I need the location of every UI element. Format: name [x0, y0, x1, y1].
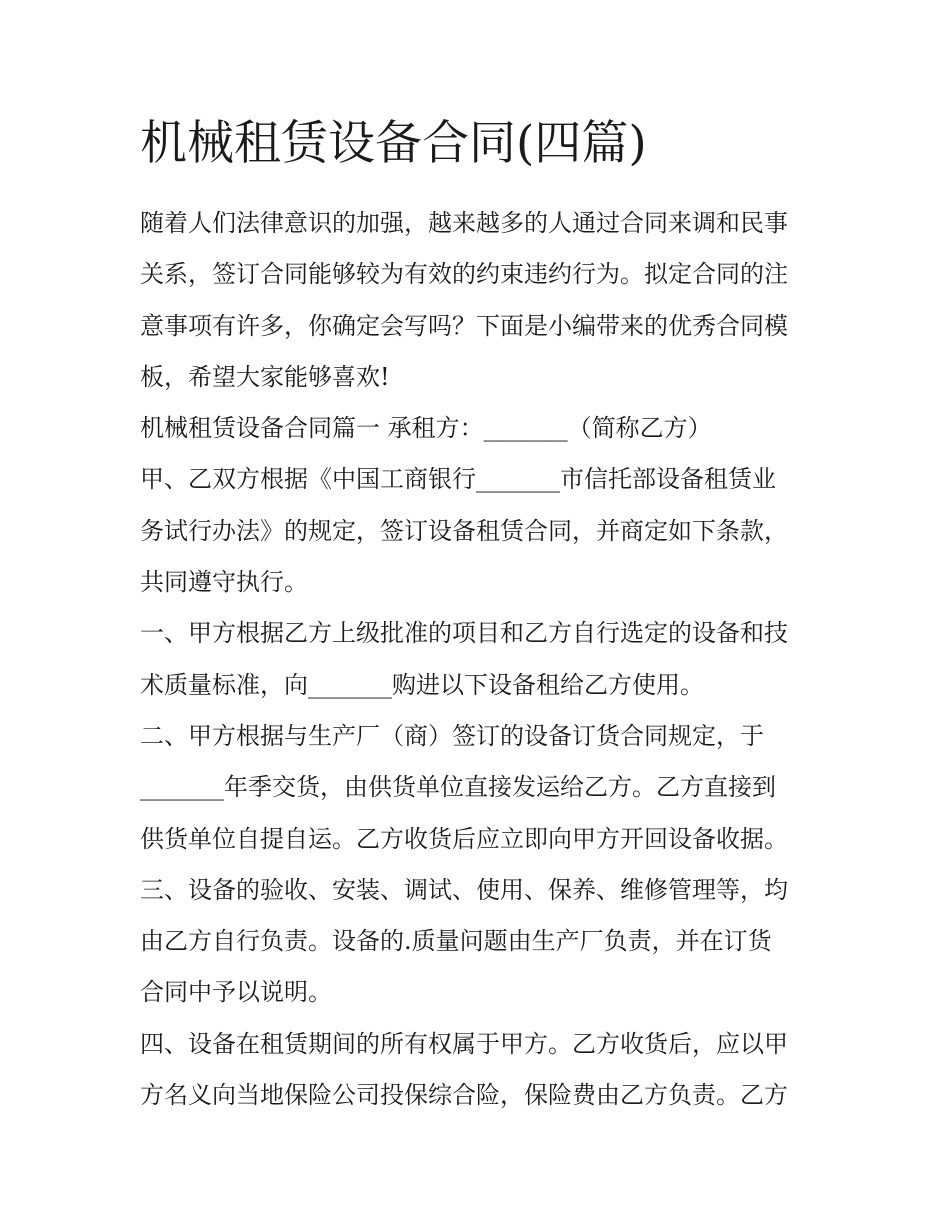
- paragraph-line: 一、甲方根据乙方上级批准的项目和乙方自行选定的设备和技: [140, 619, 788, 648]
- paragraph-line: 务试行办法》的规定，签订设备租赁合同，并商定如下条款，: [140, 516, 788, 545]
- document-body: [140, 198, 840, 1121]
- paragraph-line: 由乙方自行负责。设备的.质量问题由生产厂负责，并在订货: [140, 927, 772, 956]
- paragraph-line: 机械租赁设备合同篇一 承租方：_______（简称乙方）: [140, 414, 712, 443]
- paragraph-line: 合同中予以说明。: [140, 978, 332, 1007]
- paragraph-line: 甲、乙双方根据《中国工商银行_______市信托部设备租赁业: [140, 465, 776, 494]
- paragraph-line: 方名义向当地保险公司投保综合险，保险费由乙方负责。乙方: [140, 1081, 788, 1110]
- paragraph-line: 四、设备在租赁期间的所有权属于甲方。乙方收货后，应以甲: [140, 1029, 788, 1058]
- paragraph-line: 二、甲方根据与生产厂（商）签订的设备订货合同规定，于: [140, 721, 764, 750]
- paragraph-line: 共同遵守执行。: [140, 568, 308, 597]
- paragraph-line: 关系，签订合同能够较为有效的约束违约行为。拟定合同的注: [140, 260, 788, 289]
- paragraph-line: 板，希望大家能够喜欢!: [140, 362, 390, 391]
- paragraph-line: 供货单位自提自运。乙方收货后应立即向甲方开回设备收据。: [140, 824, 788, 853]
- paragraph-line: 随着人们法律意识的加强，越来越多的人通过合同来调和民事: [140, 209, 788, 237]
- paragraph-line: 意事项有许多，你确定会写吗？下面是小编带来的优秀合同模: [140, 311, 788, 340]
- paragraph-line: 三、设备的验收、安装、调试、使用、保养、维修管理等，均: [140, 875, 788, 904]
- page-title: 机械租赁设备合同(四篇): [140, 116, 647, 171]
- paragraph-line: 术质量标准，向_______购进以下设备租给乙方使用。: [140, 670, 704, 699]
- paragraph-line: _______年季交货，由供货单位直接发运给乙方。乙方直接到: [140, 773, 776, 802]
